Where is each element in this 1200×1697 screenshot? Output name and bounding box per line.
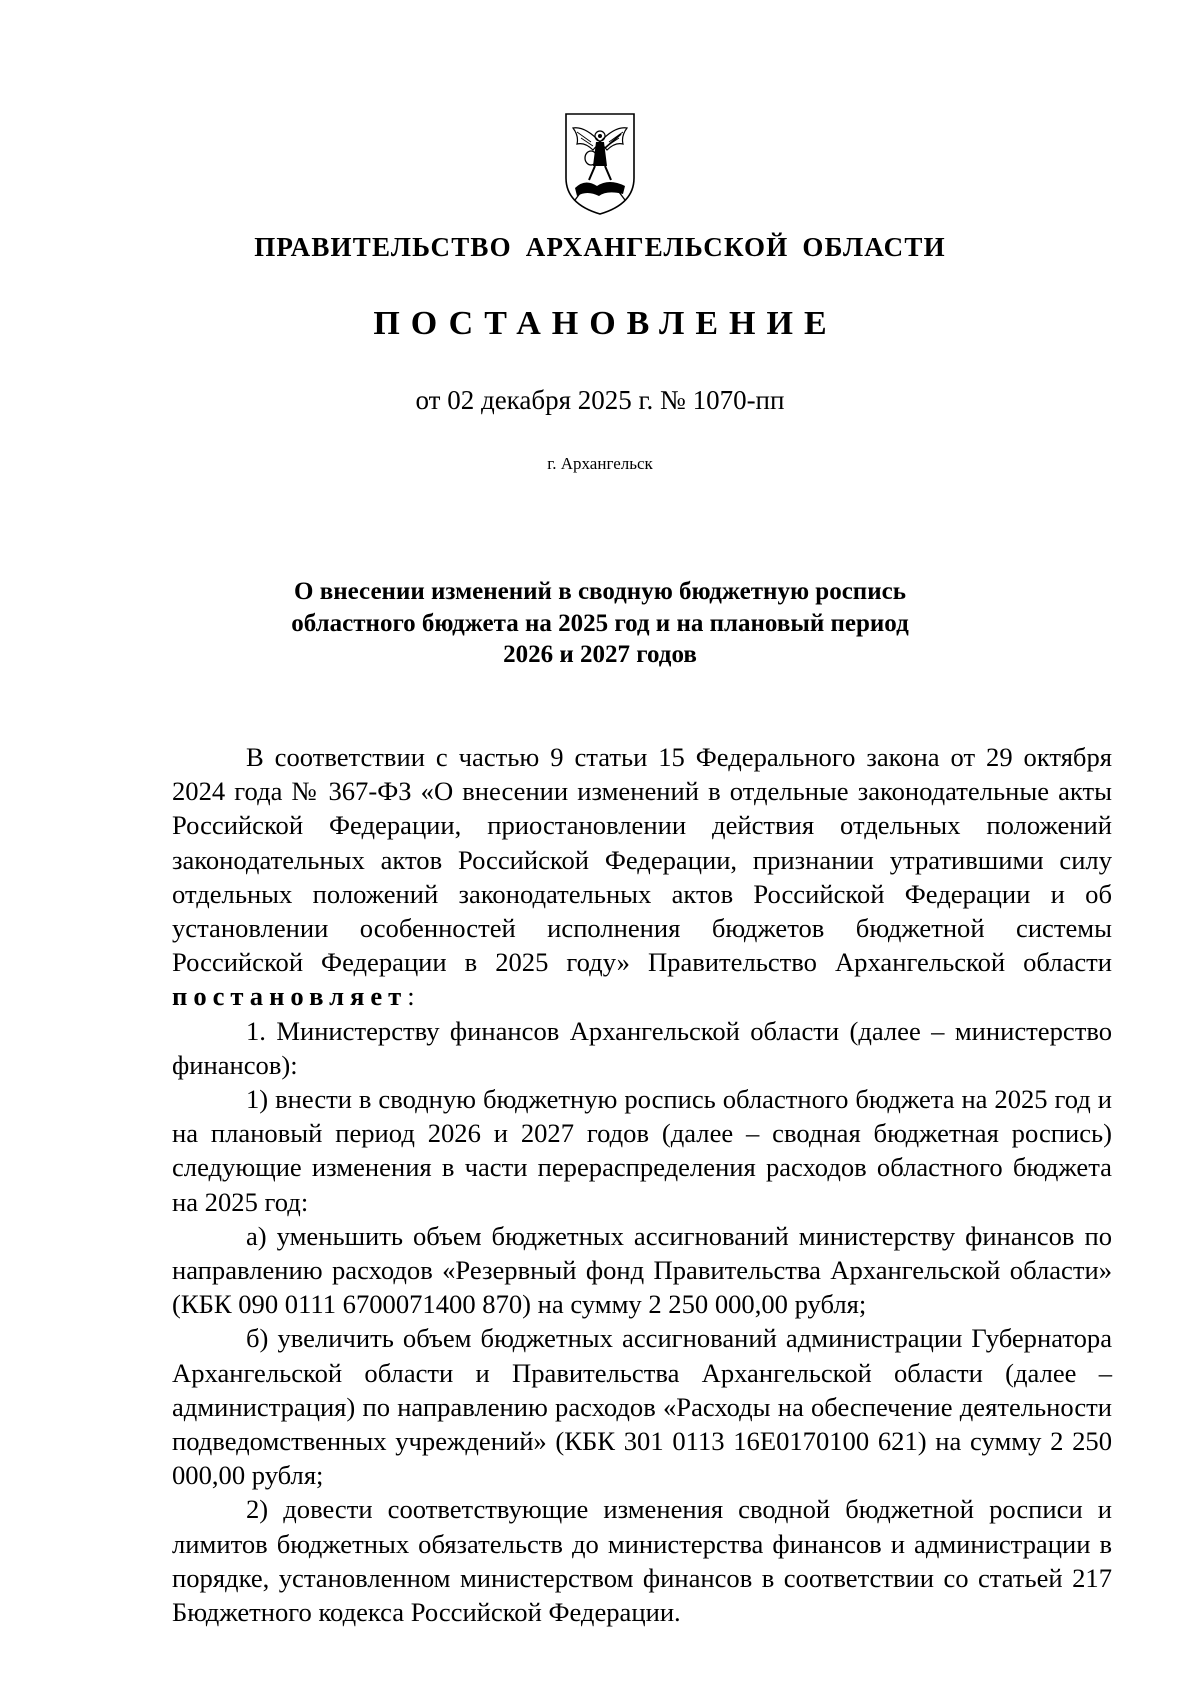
title-line: О внесении изменений в сводную бюджетную роспись (294, 578, 906, 605)
coat-of-arms-icon (563, 112, 637, 216)
title-line: областного бюджета на 2025 год и на плановый период (291, 609, 909, 637)
resolves-word: постановляет (172, 981, 408, 1012)
document-body (172, 740, 1112, 1629)
organization-name: ПРАВИТЕЛЬСТВО АРХАНГЕЛЬСКОЙ ОБЛАСТИ (254, 232, 946, 262)
clause-1-1-a: а) уменьшить объем бюджетных ассигнований министерству финансов по направлению расходов «Резервный фонд Правительства Архангельской области» (КБК 090 0111 6700071400 870) на сумму 2 250 000,00 рубля; (172, 1220, 1112, 1320)
resolves-colon: : (407, 981, 415, 1012)
document-title (0, 576, 1200, 671)
clause-1-1: 1) внести в сводную бюджетную роспись областного бюджета на 2025 год и на плановый период 2026 и 2027 годов (далее – сводная бюджетная роспись) следующие изменения в части перераспределения расходов областного бюджета на 2025 год: (172, 1084, 1112, 1217)
clause-1-2: 2) довести соответствующие изменения сводной бюджетной росписи и лимитов бюджетных обязательств до министерства финансов и администрации в порядке, установленном министерством финансов в соответствии со статьей 217 Бюджетного кодекса Российской Федерации. (172, 1494, 1112, 1628)
clause-1-1-b: б) увеличить объем бюджетных ассигнований администрации Губернатора Архангельской области и Правительства Архангельской области (далее – администрация) по направлению расходов «Расходы на обеспечение деятельности подведомственных учреждений» (КБК 301 0113 16Е0170100 621) на сумму 2 250 000,00 рубля; (172, 1323, 1112, 1491)
preamble-text: В соответствии с частью 9 статьи 15 Федерального закона от 29 октября 2024 года № 367-ФЗ «О внесении изменений в отдельные законодательные акты Российской Федерации, приостановлении действия отдельных положений законодательных актов Российской Федерации, признании утратившими силу отдельных положений законодательных актов Российской Федерации и об установлении особенностей исполнения бюджетов бюджетной системы Российской Федерации в 2025 году» Правительство Архангельской области (172, 742, 1112, 978)
document-city: г. Архангельск (547, 454, 653, 473)
clause-1: 1. Министерству финансов Архангельской области (далее – министерство финансов): (172, 1015, 1112, 1080)
title-line: 2026 и 2027 годов (503, 641, 697, 668)
preamble-paragraph (172, 740, 1112, 1014)
document-type: ПОСТАНОВЛЕНИЕ (373, 305, 838, 342)
document-date-number: от 02 декабря 2025 г. № 1070-пп (415, 385, 785, 415)
